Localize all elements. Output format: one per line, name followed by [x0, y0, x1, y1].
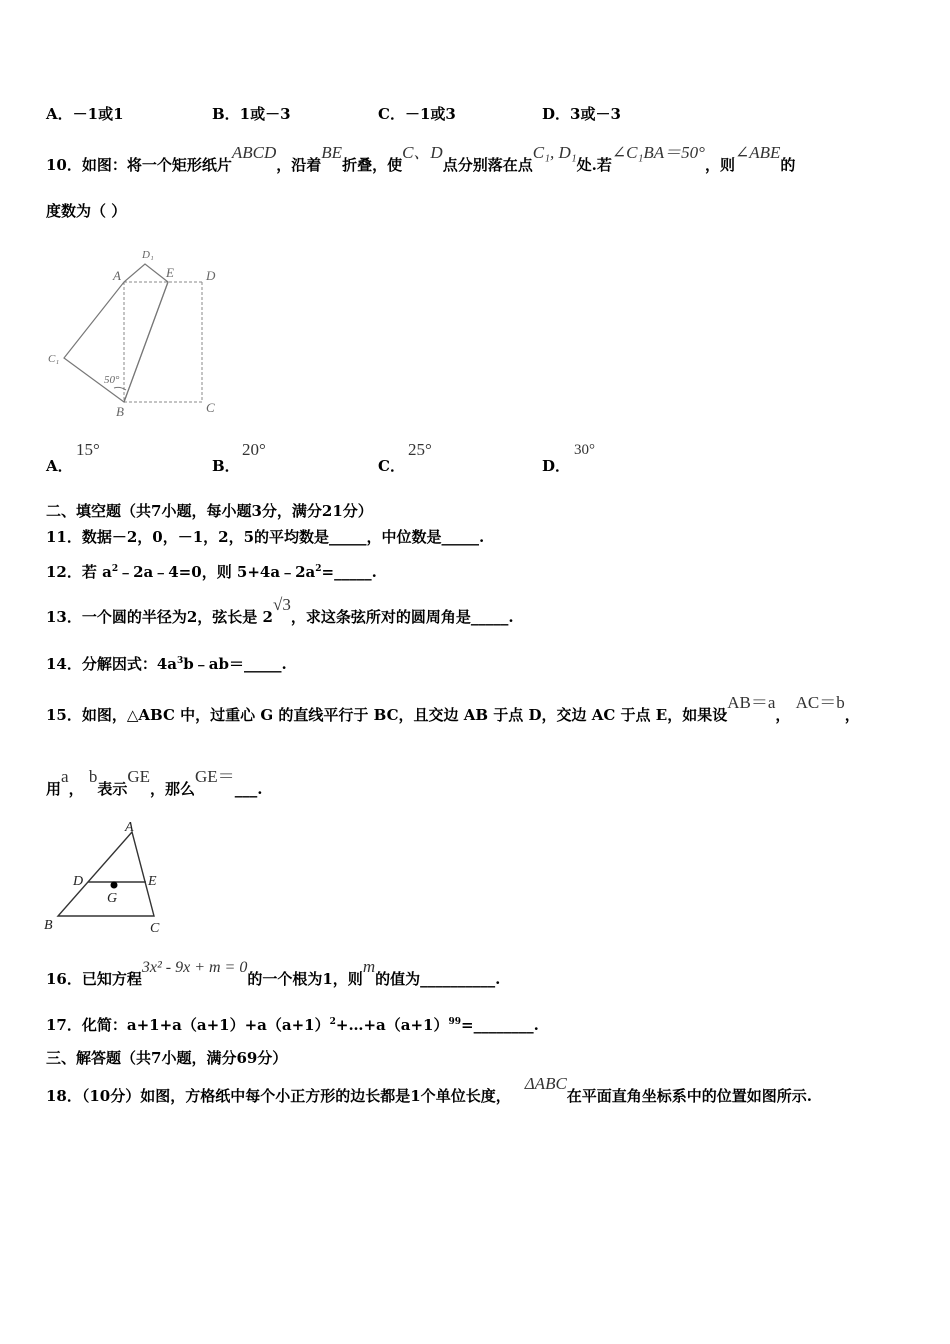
- fig10-label-d: D: [206, 268, 216, 283]
- q15-line1: 15．如图，△ABC 中，过重心 G 的直线平行于 BC，且交边 AB 于点 D，交边 AC 于点 E，如果设AB＝a， AC＝b，: [46, 693, 860, 724]
- q17: 17．化简：$a+1+a(a+1)+a(a+1)^2+\dots+a(a+1)^{99}=\_\_\_\_\_\_\_\_$.: [46, 1016, 539, 1034]
- q15-triangle-figure: [40, 818, 180, 938]
- fig15-label-g: G: [107, 891, 118, 906]
- q10-stem-line2: 度数为（ ）: [46, 202, 127, 220]
- section-3-heading: 三、解答题（共7小题，满分69分）: [46, 1049, 288, 1067]
- fig15-label-d: D: [73, 874, 84, 889]
- math-be: BE: [321, 143, 343, 162]
- math-triangle-abc: ΔABC: [524, 1074, 567, 1093]
- q10-option-d-value: 30°: [574, 442, 595, 458]
- fig15-label-b: B: [44, 918, 53, 933]
- fig10-label-c: C: [206, 400, 215, 415]
- math-ab-vector: AB＝a: [727, 693, 776, 712]
- q14: 14．分解因式：$4a^3b﹣ab=\_\_\_\_\_$.: [46, 655, 287, 673]
- math-ge-vector: GE: [127, 767, 150, 786]
- q12: 12．若 $a^2﹣2a﹣4=0$，则 $5+4a﹣2a^2=\_\_\_\_\_$.: [46, 563, 377, 581]
- q10-folded-rectangle-figure: [40, 240, 240, 420]
- math-a-vector: a: [61, 767, 69, 786]
- q13: 13．一个圆的半径为2，弦长是 2√3，求这条弦所对的圆周角是_____.: [46, 595, 514, 626]
- math-ac-vector: AC＝b: [795, 693, 845, 712]
- q10-option-a-value: 15°: [76, 440, 100, 459]
- math-angle: ∠C₁BA＝50°: [611, 143, 705, 162]
- fig10-label-b: B: [116, 404, 124, 419]
- q16: 16．已知方程3x² - 9x + m = 0的一个根为1，则m的值为__________.: [46, 957, 501, 988]
- fig15-label-a: A: [125, 820, 134, 835]
- fig10-label-a: A: [113, 268, 121, 283]
- q9-option-c: C．－1或3: [378, 105, 456, 123]
- q10-option-a-label: A．: [46, 457, 73, 475]
- q9-option-d: D．3或－3: [542, 105, 621, 123]
- fig10-label-angle: 50°: [104, 374, 120, 386]
- q10-option-c-label: C．: [378, 457, 405, 475]
- q10-stem-line1: 10．如图：将一个矩形纸片ABCD，沿着BE折叠，使C、D点分别落在点C₁, D₁处.若∠C₁BA＝50°，则∠ABE的: [46, 143, 796, 174]
- q10-option-d-label: D．: [542, 457, 571, 475]
- q9-option-b: B．1或－3: [212, 105, 291, 123]
- q15-line2: 用a， b表示GE，那么GE＝___.: [46, 767, 263, 798]
- q10-option-b-label: B．: [212, 457, 240, 475]
- math-b-vector: b: [88, 767, 98, 786]
- q9-option-a: A．－1或1: [46, 105, 124, 123]
- fig10-label-e: E: [166, 265, 174, 280]
- q11: 11．数据－2，0，－1，2，5的平均数是_____，中位数是_____.: [46, 528, 485, 546]
- math-m: m: [362, 957, 376, 976]
- math-c1d1: C₁, D₁: [532, 143, 577, 162]
- q10-option-b-value: 20°: [242, 440, 266, 459]
- math-abe: ∠ABE: [734, 143, 781, 162]
- math-equation: 3x² - 9x + m = 0: [141, 959, 248, 976]
- fig15-label-e: E: [148, 874, 157, 889]
- fig15-label-c: C: [150, 921, 160, 936]
- math-ge-equals: GE＝: [195, 767, 235, 786]
- fig10-label-d1: D₁: [142, 249, 154, 261]
- q10-option-c-value: 25°: [408, 440, 432, 459]
- math-sqrt3: √3: [272, 595, 291, 614]
- q18: 18．（10分）如图，方格纸中每个小正方形的边长都是1个单位长度，ΔABC在平面直角坐标系中的位置如图所示.: [46, 1074, 813, 1105]
- section-2-heading: 二、填空题（共7小题，每小题3分，满分21分）: [46, 502, 373, 520]
- math-cd: C、D: [402, 143, 443, 162]
- math-abcd: ABCD: [231, 143, 277, 162]
- fig10-label-c1: C₁: [48, 353, 60, 365]
